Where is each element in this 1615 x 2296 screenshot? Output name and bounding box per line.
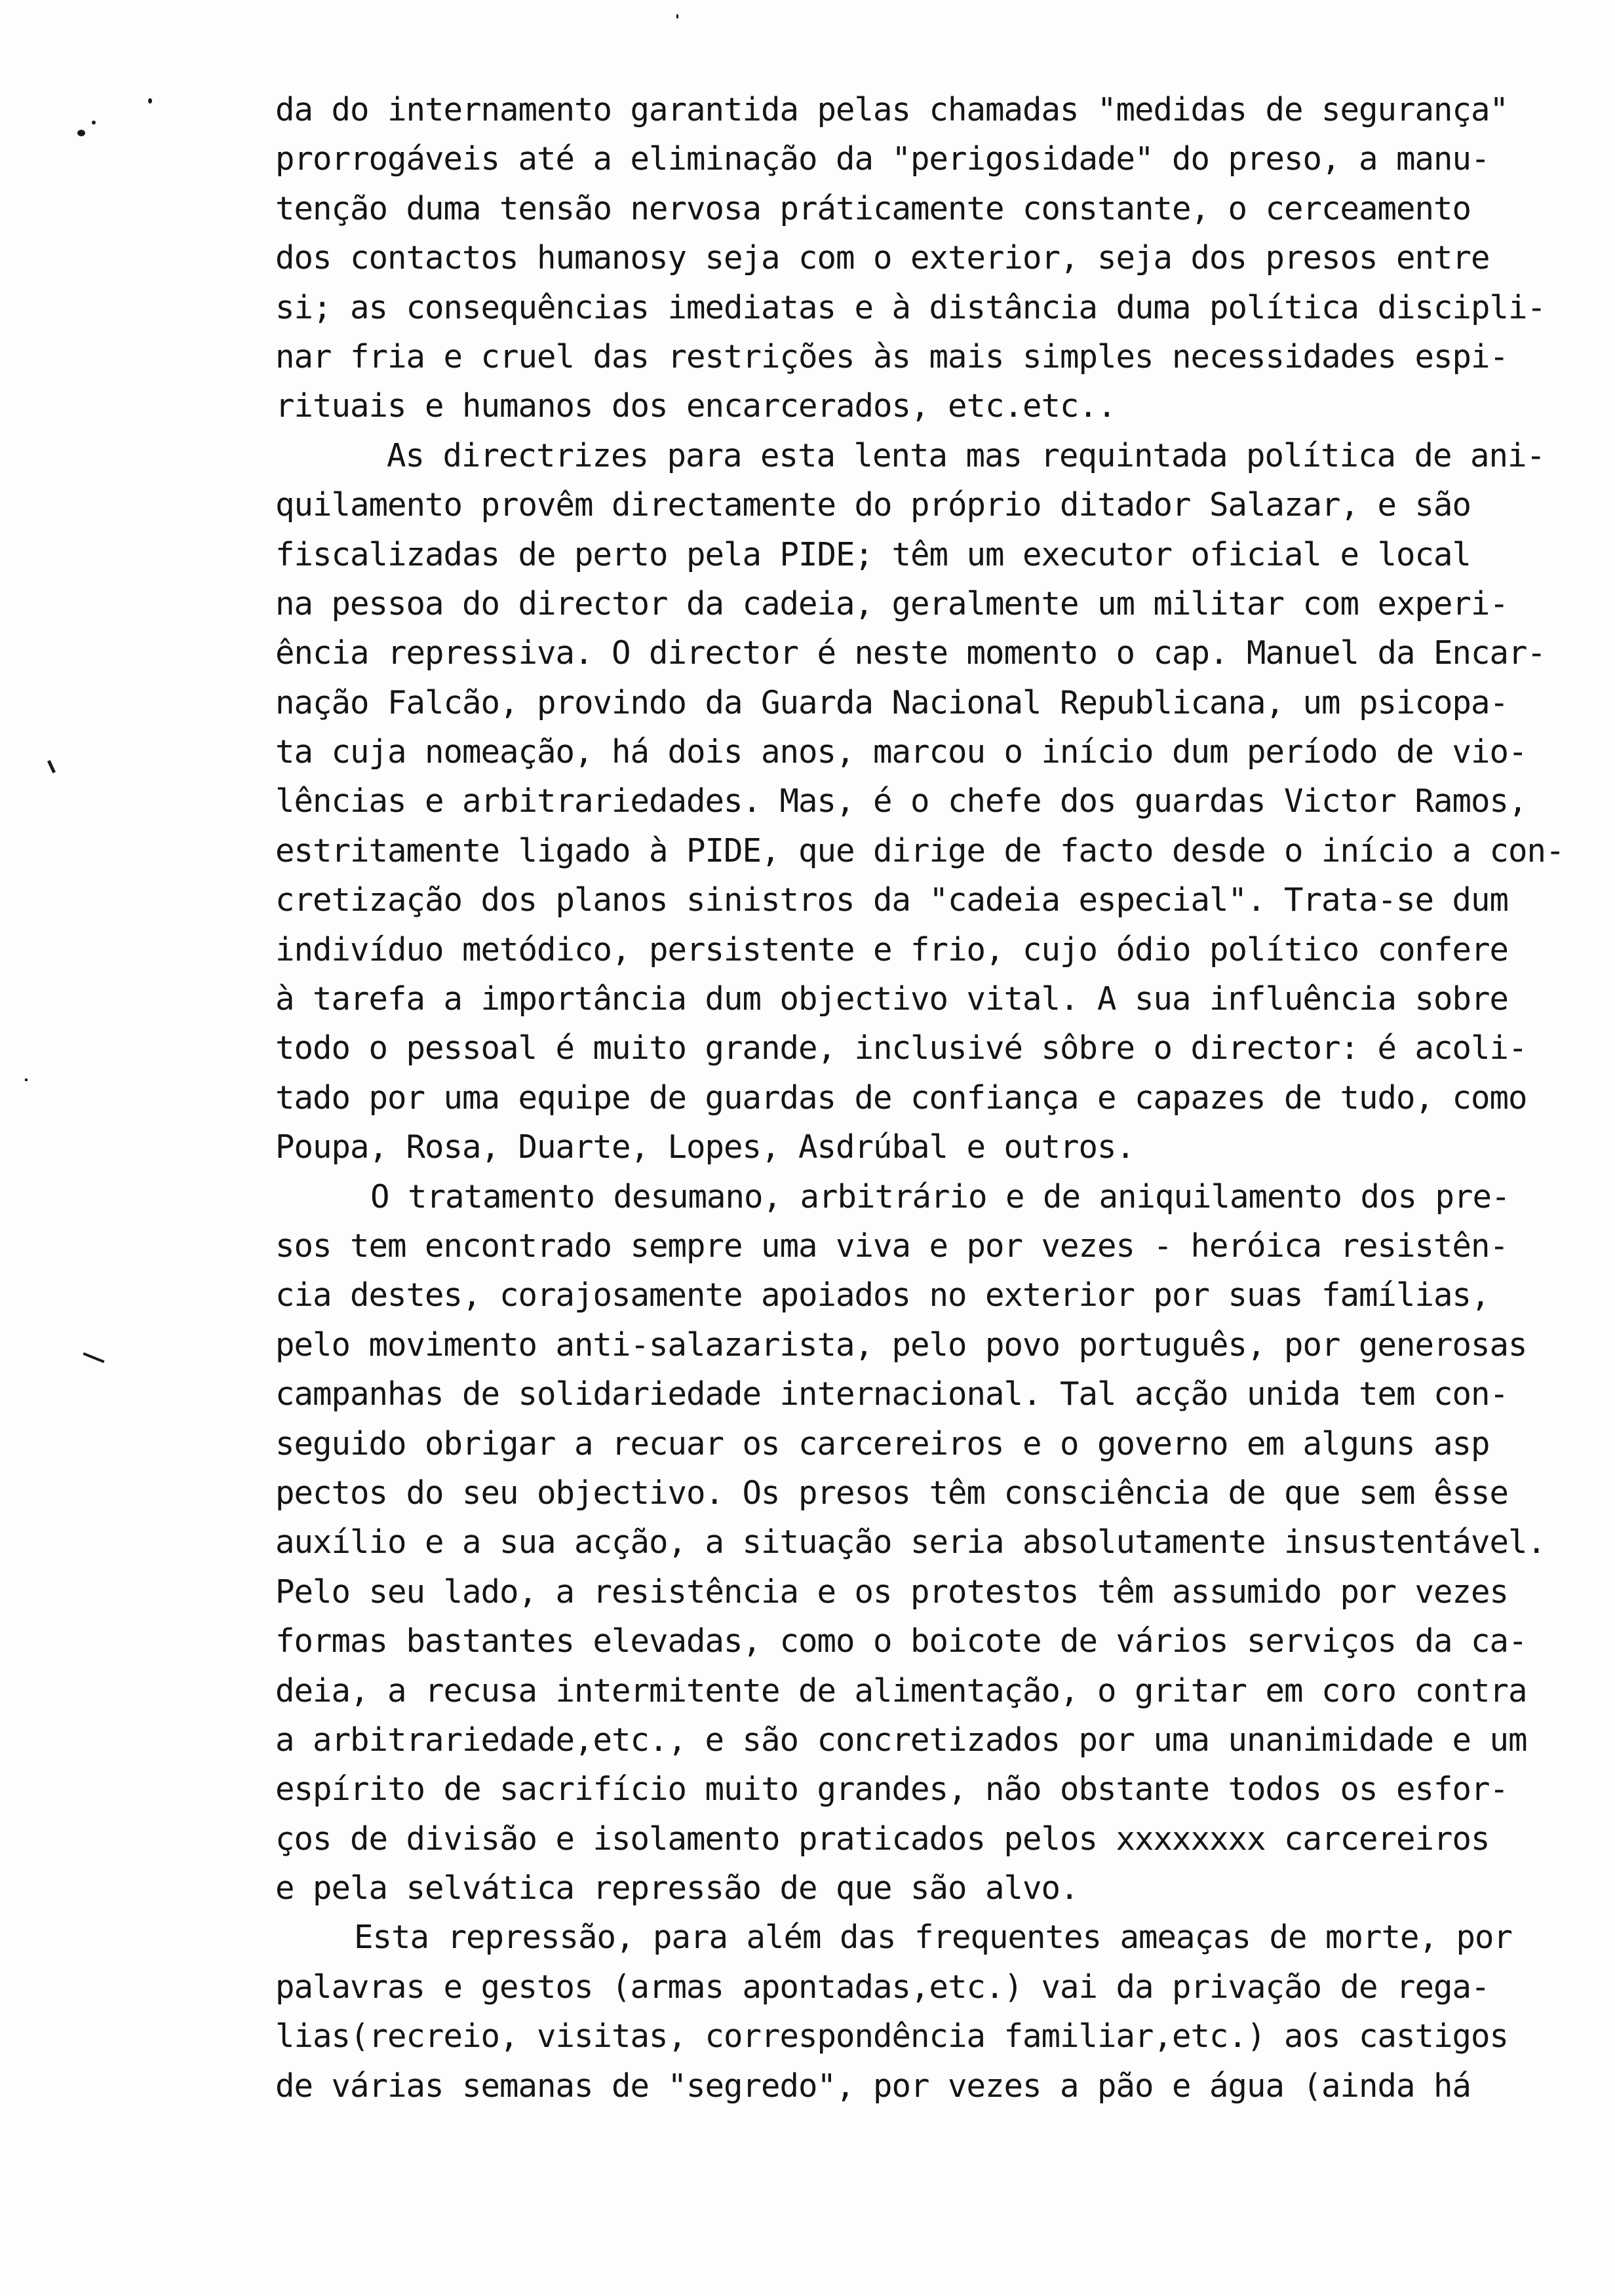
text-line: espírito de sacrifício muito grandes, não obstante todos os esfor- bbox=[275, 1770, 1509, 1808]
typewritten-text bbox=[275, 85, 1612, 2111]
text-line: à tarefa a importância dum objectivo vital. A sua influência sobre bbox=[275, 980, 1509, 1018]
text-line: sos tem encontrado sempre uma viva e por vezes - heróica resistên- bbox=[275, 1227, 1509, 1265]
ink-spot bbox=[92, 121, 96, 124]
ink-spot bbox=[676, 14, 678, 18]
text-line: dos contactos humanosy seja com o exterior, seja dos presos entre bbox=[275, 239, 1490, 277]
text-line: fiscalizadas de perto pela PIDE; têm um executor oficial e local bbox=[275, 535, 1471, 573]
text-line: ços de divisão e isolamento praticados pelos xxxxxxxx carcereiros bbox=[275, 1820, 1490, 1858]
text-line: tado por uma equipe de guardas de confiança e capazes de tudo, como bbox=[275, 1079, 1527, 1117]
text-line: Poupa, Rosa, Duarte, Lopes, Asdrúbal e outros. bbox=[275, 1128, 1135, 1166]
ink-spot bbox=[148, 98, 152, 104]
text-line: formas bastantes elevadas, como o boicote de vários serviços da ca- bbox=[275, 1622, 1527, 1660]
ink-mark bbox=[47, 760, 56, 773]
text-line: ência repressiva. O director é neste momento o cap. Manuel da Encar- bbox=[275, 634, 1546, 672]
text-line: nação Falcão, provindo da Guarda Nacional Republicana, um psicopa- bbox=[275, 683, 1509, 721]
paragraph-first-line: Esta repressão, para além das frequentes ameaças de morte, por bbox=[354, 1919, 1513, 1957]
text-line: rituais e humanos dos encarcerados, etc.etc.. bbox=[275, 387, 1116, 425]
ink-spot bbox=[25, 1079, 28, 1081]
text-line: auxílio e a sua acção, a situação seria absolutamente insustentável. bbox=[275, 1523, 1546, 1561]
text-line: prorrogáveis até a eliminação da "perigosidade" do preso, a manu- bbox=[275, 140, 1490, 178]
text-line: a arbitrariedade,etc., e são concretizados por uma unanimidade e um bbox=[275, 1721, 1527, 1759]
text-line: pelo movimento anti-salazarista, pelo povo português, por generosas bbox=[275, 1326, 1527, 1364]
text-line: ta cuja nomeação, há dois anos, marcou o início dum período de vio- bbox=[275, 733, 1527, 771]
text-line: quilamento provêm directamente do próprio ditador Salazar, e são bbox=[275, 486, 1471, 524]
text-line: indivíduo metódico, persistente e frio, cujo ódio político confere bbox=[275, 930, 1509, 968]
text-line: seguido obrigar a recuar os carcereiros e o governo em alguns asp bbox=[275, 1425, 1490, 1463]
text-line: de várias semanas de "segredo", por vezes a pão e água (ainda há bbox=[275, 2067, 1471, 2105]
text-line: campanhas de solidariedade internacional. Tal acção unida tem con- bbox=[275, 1375, 1509, 1413]
text-line: cretização dos planos sinistros da "cadeia especial". Trata-se dum bbox=[275, 881, 1509, 919]
text-line: lências e arbitrariedades. Mas, é o chefe dos guardas Victor Ramos, bbox=[275, 782, 1527, 820]
text-line: na pessoa do director da cadeia, geralmente um militar com experi- bbox=[275, 584, 1509, 622]
text-line: e pela selvática repressão de que são alvo. bbox=[275, 1869, 1079, 1907]
text-line: si; as consequências imediatas e à distância duma política discipli- bbox=[275, 288, 1546, 326]
text-line: Pelo seu lado, a resistência e os protestos têm assumido por vezes bbox=[275, 1573, 1509, 1611]
text-line: nar fria e cruel das restrições às mais simples necessidades espi- bbox=[275, 337, 1509, 375]
ink-spot bbox=[77, 130, 85, 136]
text-line: lias(recreio, visitas, correspondência familiar,etc.) aos castigos bbox=[275, 2018, 1509, 2056]
text-line: tenção duma tensão nervosa práticamente constante, o cerceamento bbox=[275, 189, 1471, 227]
text-line: todo o pessoal é muito grande, inclusivé sôbre o director: é acoli- bbox=[275, 1029, 1527, 1067]
text-line: estritamente ligado à PIDE, que dirige de facto desde o início a con- bbox=[275, 832, 1565, 870]
text-line: palavras e gestos (armas apontadas,etc.) vai da privação de rega- bbox=[275, 1968, 1490, 2006]
text-line: cia destes, corajosamente apoiados no exterior por suas famílias, bbox=[275, 1276, 1490, 1314]
paragraph-first-line: As directrizes para esta lenta mas requintada política de ani- bbox=[387, 436, 1546, 474]
ink-mark bbox=[83, 1352, 104, 1363]
text-line: deia, a recusa intermitente de alimentação, o gritar em coro contra bbox=[275, 1672, 1527, 1710]
text-line: pectos do seu objectivo. Os presos têm consciência de que sem êsse bbox=[275, 1474, 1509, 1512]
text-line: da do internamento garantida pelas chamadas "medidas de segurança" bbox=[275, 91, 1509, 128]
paragraph-first-line: O tratamento desumano, arbitrário e de aniquilamento dos pre- bbox=[370, 1177, 1510, 1215]
